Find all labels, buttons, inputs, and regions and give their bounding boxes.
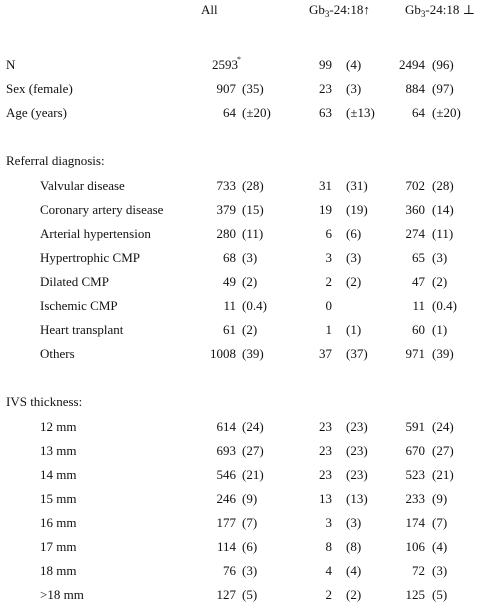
cell-perp-percent: (±20): [432, 105, 461, 120]
cell-perp-percent: (5): [432, 587, 448, 602]
cell-all-percent: (35): [242, 81, 264, 96]
cell-all-count: 907: [216, 81, 236, 96]
cell-up-count: 23: [319, 443, 332, 458]
cell-perp-percent: (2): [432, 274, 448, 289]
cell-up-count: 3: [325, 515, 332, 530]
cell-all-percent: (24): [242, 419, 264, 434]
cell-perp-percent: (3): [432, 563, 448, 578]
row-label: Heart transplant: [40, 322, 124, 337]
cell-all-percent: (7): [242, 515, 258, 530]
cell-all-count: 68: [223, 250, 236, 265]
cell-up-count: 23: [319, 419, 332, 434]
cell-perp-percent: (4): [432, 539, 448, 554]
cell-up-percent: (2): [346, 587, 362, 602]
row-label: Age (years): [6, 105, 67, 120]
cell-perp-count: 47: [412, 274, 425, 289]
row-label: 12 mm: [40, 419, 77, 434]
cell-all-count: 49: [223, 274, 236, 289]
cell-all-count: 114: [216, 539, 236, 554]
cell-all-percent: (9): [242, 491, 258, 506]
cell-up-count: 37: [319, 346, 332, 361]
cell-all-percent: (2): [242, 274, 258, 289]
header-gb-perp-suffix: -24:18 ⊥: [425, 2, 475, 17]
row-label: 13 mm: [40, 443, 77, 458]
row-label: 16 mm: [40, 515, 77, 530]
cell-up-percent: (23): [346, 443, 368, 458]
cell-up-count: 23: [319, 81, 332, 96]
cell-up-percent: (37): [346, 346, 368, 361]
header-gb-up-suffix: -24:18↑: [329, 2, 370, 17]
cell-perp-count: 2494: [399, 57, 425, 72]
row-label: Coronary artery disease: [40, 202, 164, 217]
row-label: Arterial hypertension: [40, 226, 151, 241]
header-all-label: All: [201, 2, 218, 17]
cell-up-count: 13: [319, 491, 332, 506]
cell-up-percent: (±13): [346, 105, 375, 120]
cell-perp-count: 971: [405, 346, 425, 361]
cell-all-count: 1008: [210, 346, 236, 361]
cell-perp-count: 670: [405, 443, 425, 458]
cell-perp-percent: (39): [432, 346, 454, 361]
cell-perp-percent: (27): [432, 443, 454, 458]
row-label: 15 mm: [40, 491, 77, 506]
cell-all-percent: (15): [242, 202, 264, 217]
cell-all-count: 614: [216, 419, 236, 434]
cell-all-percent: (27): [242, 443, 264, 458]
cell-up-percent: (4): [346, 57, 362, 72]
cell-perp-count: 233: [405, 491, 425, 506]
cell-up-percent: (1): [346, 322, 362, 337]
row-label: Ischemic CMP: [40, 298, 118, 313]
cell-all-percent: (21): [242, 467, 264, 482]
cell-up-percent: (19): [346, 202, 368, 217]
cell-perp-count: 591: [405, 419, 425, 434]
cell-perp-count: 60: [412, 322, 425, 337]
section-heading-ivs: IVS thickness:: [6, 394, 83, 409]
cell-all-count: 61: [223, 322, 236, 337]
cell-all-count: 280: [216, 226, 236, 241]
cell-up-percent: (6): [346, 226, 362, 241]
cell-perp-count: 64: [412, 105, 425, 120]
cell-all-percent: (±20): [242, 105, 271, 120]
cell-all-count: 733: [216, 178, 236, 193]
cell-up-count: 99: [319, 57, 332, 72]
cell-perp-count: 65: [412, 250, 425, 265]
cell-all-percent: (3): [242, 250, 258, 265]
row-label: N: [6, 57, 16, 72]
cell-all-count: 127: [216, 587, 236, 602]
cell-up-count: 4: [325, 563, 332, 578]
cell-up-percent: (4): [346, 563, 362, 578]
cell-all-count: 546: [216, 467, 236, 482]
cell-up-count: 31: [319, 178, 332, 193]
cell-all-percent: (3): [242, 563, 258, 578]
row-label: 18 mm: [40, 563, 77, 578]
cell-all-percent: (2): [242, 322, 258, 337]
header-gb-up-subscript: 3: [324, 9, 330, 19]
cell-up-count: 1: [325, 322, 332, 337]
cell-perp-count: 72: [412, 563, 425, 578]
cell-perp-count: 702: [405, 178, 425, 193]
cell-perp-percent: (97): [432, 81, 454, 96]
cell-up-percent: (3): [346, 250, 362, 265]
cell-perp-count: 884: [405, 81, 425, 96]
cell-perp-percent: (28): [432, 178, 454, 193]
cell-all-count: 11: [223, 298, 236, 313]
cell-all-percent: (5): [242, 587, 258, 602]
cell-up-count: 8: [325, 539, 332, 554]
cell-perp-percent: (21): [432, 467, 454, 482]
section-heading-referral: Referral diagnosis:: [6, 153, 105, 168]
cell-perp-percent: (9): [432, 491, 448, 506]
cell-perp-count: 174: [405, 515, 425, 530]
cell-perp-percent: (1): [432, 322, 448, 337]
cell-perp-percent: (3): [432, 250, 448, 265]
cell-up-count: 0: [325, 298, 332, 313]
cell-up-count: 19: [319, 202, 332, 217]
cell-perp-percent: (11): [432, 226, 454, 241]
cell-all-count: 76: [223, 563, 236, 578]
row-label: Sex (female): [6, 81, 73, 96]
header-all: [201, 2, 218, 17]
cell-perp-percent: (7): [432, 515, 448, 530]
cell-up-count: 2: [325, 274, 332, 289]
cell-perp-count: 106: [405, 539, 425, 554]
cell-up-count: 3: [325, 250, 332, 265]
cell-all-count: 177: [216, 515, 236, 530]
cell-up-percent: (8): [346, 539, 362, 554]
row-label: Hypertrophic CMP: [40, 250, 141, 265]
cell-perp-count: 125: [405, 587, 425, 602]
header-gb-up: [309, 2, 370, 17]
cell-all-percent: (11): [242, 226, 264, 241]
cell-up-percent: (3): [346, 81, 362, 96]
header-gb-up-prefix: Gb: [309, 2, 325, 17]
cell-up-percent: (2): [346, 274, 362, 289]
row-label: Dilated CMP: [40, 274, 109, 289]
cell-up-percent: (13): [346, 491, 368, 506]
row-label: Others: [40, 346, 75, 361]
cell-all-count: 379: [216, 202, 236, 217]
cell-up-count: 6: [325, 226, 332, 241]
cell-all-count: 246: [216, 491, 236, 506]
cell-up-percent: (31): [346, 178, 368, 193]
cell-perp-percent: (0.4): [432, 298, 457, 313]
cell-all-percent: (0.4): [242, 298, 267, 313]
cell-all-percent: (28): [242, 178, 264, 193]
cell-all-count: 64: [223, 105, 236, 120]
row-label: >18 mm: [40, 587, 84, 602]
cell-perp-percent: (24): [432, 419, 454, 434]
header-gb-perp: [405, 2, 475, 17]
cell-perp-count: 11: [412, 298, 425, 313]
row-label: 14 mm: [40, 467, 77, 482]
row-label: 17 mm: [40, 539, 77, 554]
cell-all-percent: (39): [242, 346, 264, 361]
footnote-mark: *: [237, 55, 241, 64]
row-label: Valvular disease: [40, 178, 125, 193]
cell-up-percent: (23): [346, 467, 368, 482]
cell-up-count: 23: [319, 467, 332, 482]
cell-all-count: 2593: [212, 57, 238, 72]
cell-perp-percent: (96): [432, 57, 454, 72]
cell-perp-count: 360: [405, 202, 425, 217]
cell-perp-percent: (14): [432, 202, 454, 217]
cell-up-percent: (23): [346, 419, 368, 434]
cell-up-count: 2: [325, 587, 332, 602]
cell-up-percent: (3): [346, 515, 362, 530]
cell-all-count: 693: [216, 443, 236, 458]
cell-all-percent: (6): [242, 539, 258, 554]
cell-perp-count: 274: [405, 226, 425, 241]
cell-up-count: 63: [319, 105, 332, 120]
header-gb-perp-subscript: 3: [420, 9, 426, 19]
header-gb-perp-prefix: Gb: [405, 2, 421, 17]
cell-perp-count: 523: [405, 467, 425, 482]
